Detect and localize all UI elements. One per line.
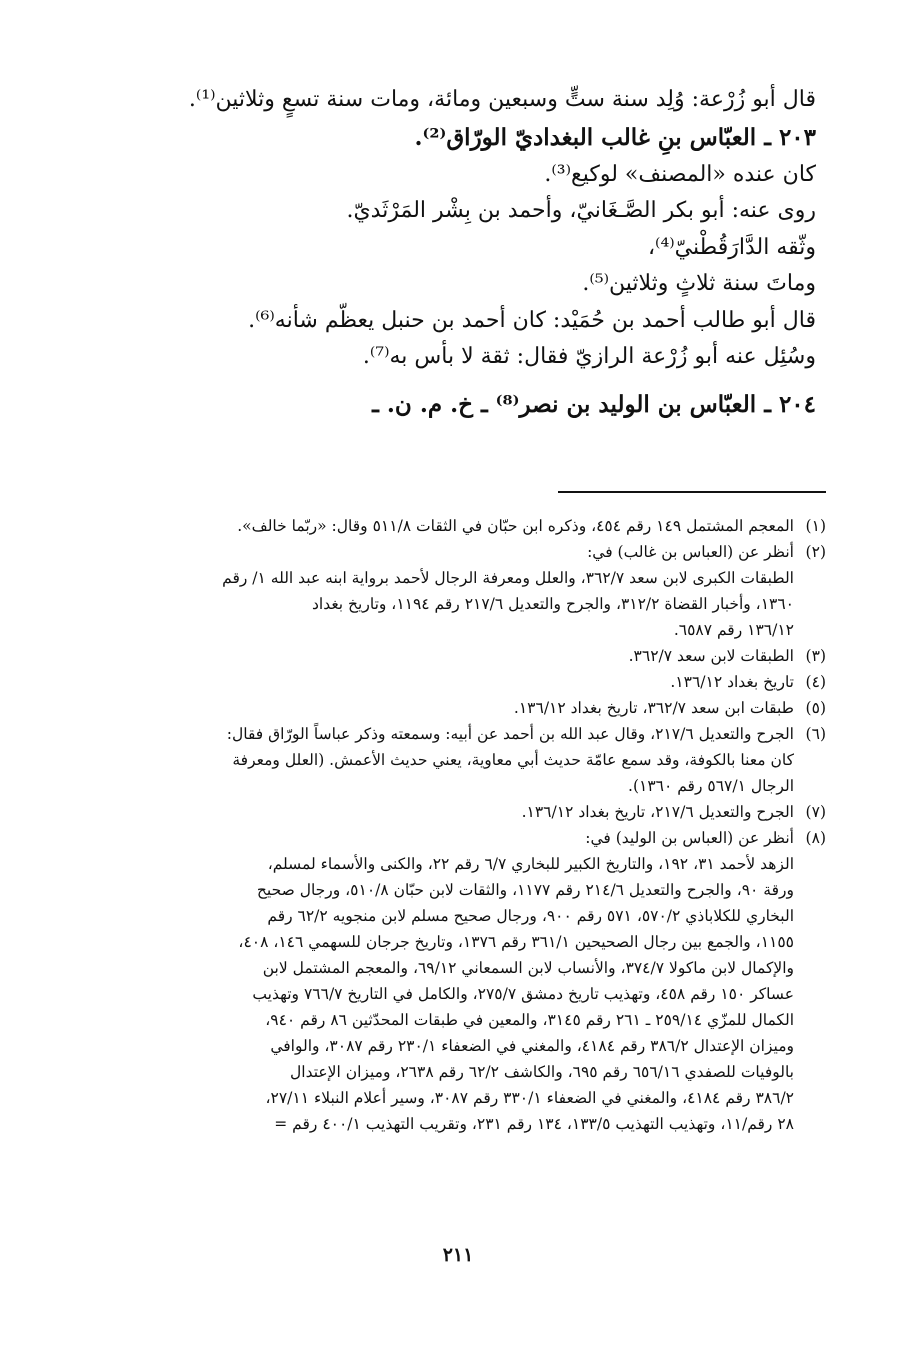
footnote-line: تاريخ بغداد ١٣٦/١٢. bbox=[670, 673, 794, 691]
footnote bbox=[96, 799, 826, 825]
body-line: وماتَ سنة ثلاثٍ وثلاثين⁽⁵⁾. bbox=[582, 271, 816, 296]
footnote-line: الطبقات الكبرى لابن سعد ٣٦٢/٧، والعلل ومعرفة الرجال لأحمد برواية ابنه عبد الله ١/ رقم bbox=[222, 569, 794, 587]
footnote-line: الطبقات لابن سعد ٣٦٢/٧. bbox=[628, 647, 794, 665]
footnote-number: (٨) bbox=[805, 829, 826, 847]
footnote bbox=[96, 643, 826, 669]
footnote-line: أنظر عن (العباس بن غالب) في: bbox=[587, 543, 794, 561]
body-line: وثّقه الدَّارَقُطْنيّ⁽⁴⁾، bbox=[647, 234, 816, 260]
footnote bbox=[96, 539, 826, 565]
body-line: روى عنه: أبو بكر الصَّـغَانيّ، وأحمد بن بِشْر المَرْثَديّ. bbox=[346, 198, 816, 223]
footnote-line: كان معنا بالكوفة، وقد سمع عامّة حديث أبي معاوية، يعني حديث الأعمش. (العلل ومعرفة bbox=[232, 751, 794, 769]
footnote bbox=[96, 825, 826, 851]
body-line: وسُئِل عنه أبو زُرْعة الرازيّ فقال: ثقة لا بأس به⁽⁷⁾. bbox=[362, 344, 816, 369]
footnote-line: أنظر عن (العباس بن الوليد) في: bbox=[585, 829, 794, 847]
footnote-line: ١٣٦/١٢ رقم ٦٥٨٧. bbox=[673, 621, 794, 639]
entry-heading: ٢٠٣ ـ العبّاس بنِ غالب البغداديّ الورّاق⁽²⁾. bbox=[414, 123, 816, 151]
footnote-line: ورقة ٩٠، والجرح والتعديل ٢١٤/٦ رقم ١١٧٧، والثقات لابن حبّان ٥١٠/٨، ورجال صحيح bbox=[256, 881, 794, 899]
body-line: قال أبو زُرْعة: وُلِد سنة ستٍّ وسبعين ومائة، ومات سنة تسعٍ وثلاثين⁽¹⁾. bbox=[188, 87, 816, 112]
footnote-line: الجرح والتعديل ٢١٧/٦، تاريخ بغداد ١٣٦/١٢. bbox=[521, 803, 794, 821]
footnote-divider bbox=[558, 491, 826, 493]
footnote-text bbox=[96, 695, 794, 721]
footnotes bbox=[96, 513, 826, 1137]
footnote-number: (٥) bbox=[805, 699, 826, 717]
footnote-text bbox=[96, 669, 794, 695]
page-number: ٢١١ bbox=[442, 1244, 474, 1266]
footnote bbox=[96, 721, 826, 799]
footnote-text bbox=[96, 721, 794, 799]
footnote-number: (٢) bbox=[805, 543, 826, 561]
footnote-line: الزهد لأحمد ٣١، ١٩٢، والتاريخ الكبير للبخاري ٦/٧ رقم ٢٢، والكنى والأسماء لمسلم، bbox=[267, 855, 794, 873]
footnote-text bbox=[96, 825, 794, 851]
footnote bbox=[96, 513, 826, 539]
footnote-number: (٤) bbox=[805, 673, 826, 691]
footnote-line: طبقات ابن سعد ٣٦٢/٧، تاريخ بغداد ١٣٦/١٢. bbox=[513, 699, 794, 717]
footnote-line: بالوفيات للصفدي ٦٥٦/١٦ رقم ٦٩٥، والكاشف ٦٢/٢ رقم ٢٦٣٨، وميزان الإعتدال bbox=[290, 1063, 794, 1081]
footnote-text bbox=[96, 799, 794, 825]
footnote-number: (٧) bbox=[805, 803, 826, 821]
footnote-line: الجرح والتعديل ٢١٧/٦، وقال عبد الله بن أحمد عن أبيه: وسمعته وذكر عباساً الورّاق فقال: bbox=[226, 725, 794, 743]
footnote bbox=[96, 565, 826, 643]
footnote-number: (٦) bbox=[805, 725, 826, 743]
footnote-line: ٢٨ رقم/١١، وتهذيب التهذيب ١٣٣/٥، ١٣٤ رقم ٢٣١، وتقريب التهذيب ٤٠٠/١ رقم = bbox=[274, 1115, 794, 1133]
footnote-line: عساكر ١٥٠ رقم ٤٥٨، وتهذيب تاريخ دمشق ٢٧٥/٧، والكامل في التاريخ ٧٦٦/٧ وتهذيب bbox=[252, 985, 794, 1003]
footnote bbox=[96, 851, 826, 1137]
footnote-line: ١١٥٥، والجمع بين رجال الصحيحين ٣٦١/١ رقم ١٣٧٦، وتاريخ جرجان للسهمي ١٤٦، ٤٠٨، bbox=[238, 933, 794, 951]
footnote-number: (٣) bbox=[805, 647, 826, 665]
body-line: كان عنده «المصنف» لوكيع⁽³⁾. bbox=[544, 161, 816, 187]
footnote-number: (١) bbox=[805, 517, 826, 535]
main-text bbox=[70, 82, 816, 424]
body-line: قال أبو طالب أحمد بن حُمَيْد: كان أحمد بن حنبل يعظّم شأنه⁽⁶⁾. bbox=[248, 307, 816, 333]
footnote-line: المعجم المشتمل ١٤٩ رقم ٤٥٤، وذكره ابن حبّان في الثقات ٥١١/٨ وقال: «ربّما خالف». bbox=[237, 517, 794, 535]
footnote bbox=[96, 695, 826, 721]
footnote-line: وميزان الإعتدال ٣٨٦/٢ رقم ٤١٨٤، والمغني في الضعفاء ٢٣٠/١ رقم ٣٠٨٧، والوافي bbox=[270, 1037, 794, 1055]
entry-heading: ٢٠٤ ـ العبّاس بن الوليد بن نصر⁽⁸⁾ ـ خ. م. ن. ـ bbox=[372, 390, 816, 418]
footnote-line: الرجال ٥٦٧/١ رقم ١٣٦٠). bbox=[628, 777, 794, 795]
footnote-line: البخاري للكلاباذي ٥٧٠/٢، ٥٧١ رقم ٩٠٠، ورجال صحيح مسلم لابن منجويه ٦٢/٢ رقم bbox=[267, 907, 794, 925]
footnote-text bbox=[96, 643, 794, 669]
footnote-text bbox=[96, 513, 794, 539]
footnote-text bbox=[96, 565, 794, 643]
footnote-text bbox=[96, 539, 794, 565]
footnote-line: ٣٨٦/٢ رقم ٤١٨٤، والمغني في الضعفاء ٣٣٠/١ رقم ٣٠٨٧، وسير أعلام النبلاء ٢٧/١١، bbox=[265, 1089, 794, 1107]
footnote-line: والإكمال لابن ماكولا ٣٧٤/٧، والأنساب لابن السمعاني ٦٩/١٢، والمعجم المشتمل لابن bbox=[262, 959, 794, 977]
footnote-line: الكمال للمزّي ٢٥٩/١٤ ـ ٢٦١ رقم ٣١٤٥، والمعين في طبقات المحدّثين ٨٦ رقم ٩٤٠، bbox=[265, 1011, 794, 1029]
footnote bbox=[96, 669, 826, 695]
footnote-line: ١٣٦٠، وأخبار القضاة ٣١٢/٢، والجرح والتعديل ٢١٧/٦ رقم ١١٩٤، وتاريخ بغداد bbox=[311, 595, 794, 613]
footnote-text bbox=[96, 851, 794, 1137]
